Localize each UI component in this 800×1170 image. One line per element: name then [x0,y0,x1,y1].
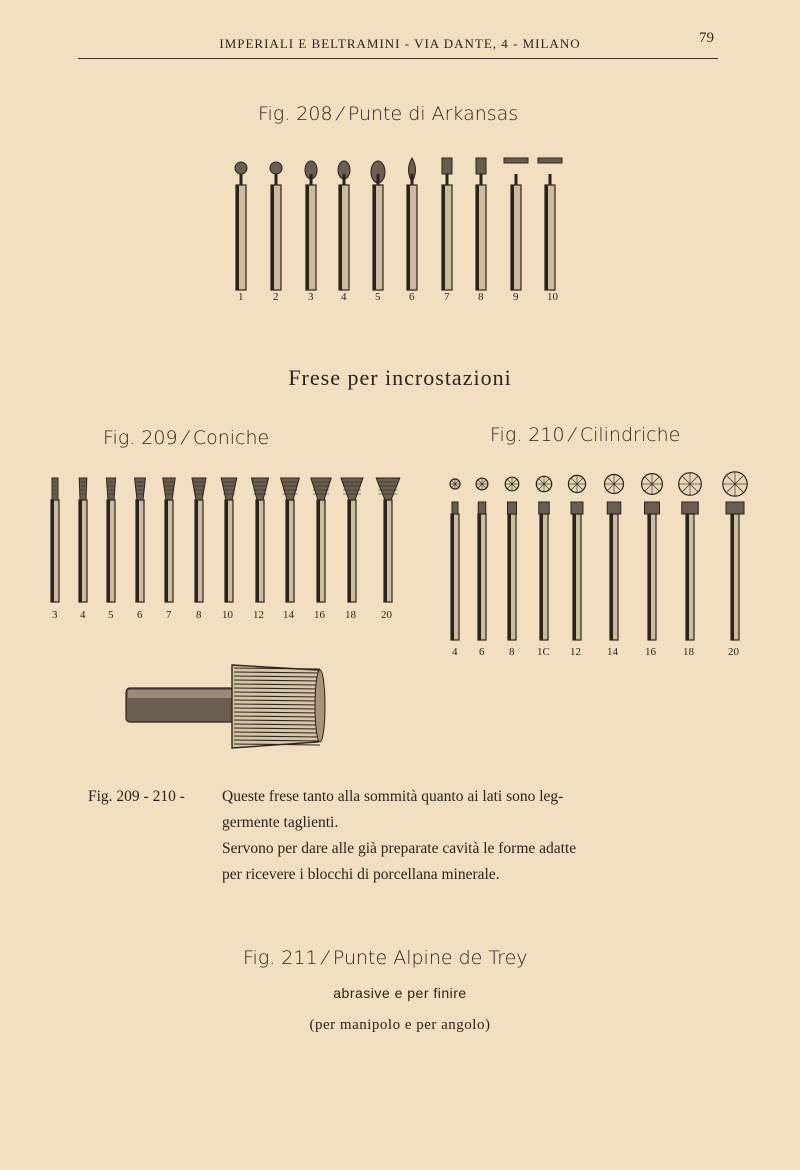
conical-bur-16 [311,478,331,602]
fig208-label-8: 8 [478,291,484,303]
arkansas-point-3 [305,161,317,290]
cylindrical-bur-6 [476,478,488,640]
page-number: 79 [699,30,714,46]
fig208-label-1: 1 [238,291,244,303]
fig209-title: Fig. 209 ⁄ Coniche [103,427,270,449]
enlarged-bur-illustration [126,665,325,748]
conical-bur-7 [163,478,175,602]
caption-label: Fig. 209 - 210 - [88,788,185,805]
fig210-title: Fig. 210 ⁄ Cilindriche [490,424,681,446]
fig208-label-2: 2 [273,291,279,303]
fig209-label-18: 18 [345,609,356,621]
cylindrical-bur-8 [505,477,519,640]
conical-bur-5 [106,478,115,602]
fig210-label-20: 20 [728,646,739,658]
cylindrical-bur-12 [568,475,585,640]
conical-bur-12 [251,478,268,602]
caption-line-1: Queste frese tanto alla sommità quanto ai lati sono leg- [222,788,564,805]
fig208-label-7: 7 [444,291,450,303]
conical-bur-20 [376,478,400,602]
fig209-label-12: 12 [253,609,264,621]
fig209-label-14: 14 [283,609,294,621]
page-header: IMPERIALI E BELTRAMINI - VIA DANTE, 4 - MILANO [219,36,581,51]
enlarged-bur-head [232,665,322,748]
arkansas-point-4 [338,161,350,290]
arkansas-point-1 [235,162,247,290]
arkansas-point-2 [270,162,282,290]
arkansas-point-7 [442,158,452,290]
fig210-label-16: 16 [645,646,656,658]
fig210-burs-group [450,472,747,640]
fig209-label-4: 4 [80,609,86,621]
fig209-label-5: 5 [108,609,114,621]
conical-bur-14 [281,478,300,602]
fig208-label-6: 6 [409,291,415,303]
conical-bur-8 [192,478,206,602]
cylindrical-bur-16 [642,474,663,640]
cylindrical-bur-20 [723,472,747,640]
fig209-burs-group [51,478,400,602]
fig210-labels-group [452,646,740,658]
cylindrical-bur-14 [605,475,624,641]
fig210-label-12: 12 [570,646,581,658]
arkansas-point-8 [476,158,486,290]
arkansas-point-6 [407,158,417,290]
fig209-label-16: 16 [314,609,325,621]
caption-line-2: germente taglienti. [222,814,339,831]
fig209-label-7: 7 [166,609,172,621]
conical-bur-3 [51,478,59,602]
fig208-label-9: 9 [513,291,519,303]
cylindrical-bur-1C [536,476,551,640]
arkansas-point-9 [504,158,528,290]
fig209-label-10: 10 [222,609,233,621]
caption-line-4: per ricevere i blocchi di porcellana minerale. [222,866,500,883]
fig210-label-18: 18 [683,646,694,658]
fig209-label-3: 3 [52,609,58,621]
fig209-label-6: 6 [137,609,143,621]
fig208-labels-group [238,291,559,303]
fig210-label-14: 14 [607,646,618,658]
fig211-note: (per manipolo e per angolo) [309,1017,491,1033]
arkansas-point-10 [538,158,562,290]
cylindrical-bur-4 [450,479,460,640]
fig210-label-8: 8 [509,646,515,658]
fig210-label-6: 6 [479,646,485,658]
fig208-label-4: 4 [341,291,347,303]
fig208-points-group [235,158,562,290]
cylindrical-bur-18 [679,473,702,640]
fig209-labels-group [52,609,393,621]
fig208-label-5: 5 [375,291,381,303]
fig208-label-10: 10 [547,291,558,303]
conical-bur-18 [341,478,363,602]
fig208-label-3: 3 [308,291,314,303]
conical-bur-10 [221,478,237,602]
section-title: Frese per incrostazioni [288,365,512,390]
fig209-label-20: 20 [381,609,392,621]
fig208-title: Fig. 208 ⁄ Punte di Arkansas [258,103,519,125]
caption-line-3: Servono per dare alle già preparate cavità le forme adatte [222,840,577,857]
fig209-label-8: 8 [196,609,202,621]
fig210-label-4: 4 [452,646,458,658]
caption-body [222,784,722,888]
fig211-title: Fig. 211 ⁄ Punte Alpine de Trey [243,947,528,969]
conical-bur-6 [135,478,146,602]
fig211-subtitle: abrasive e per finire [333,985,467,1001]
conical-bur-4 [79,478,87,602]
arkansas-point-5 [371,161,385,290]
fig210-label-1C: 1C [537,646,550,658]
